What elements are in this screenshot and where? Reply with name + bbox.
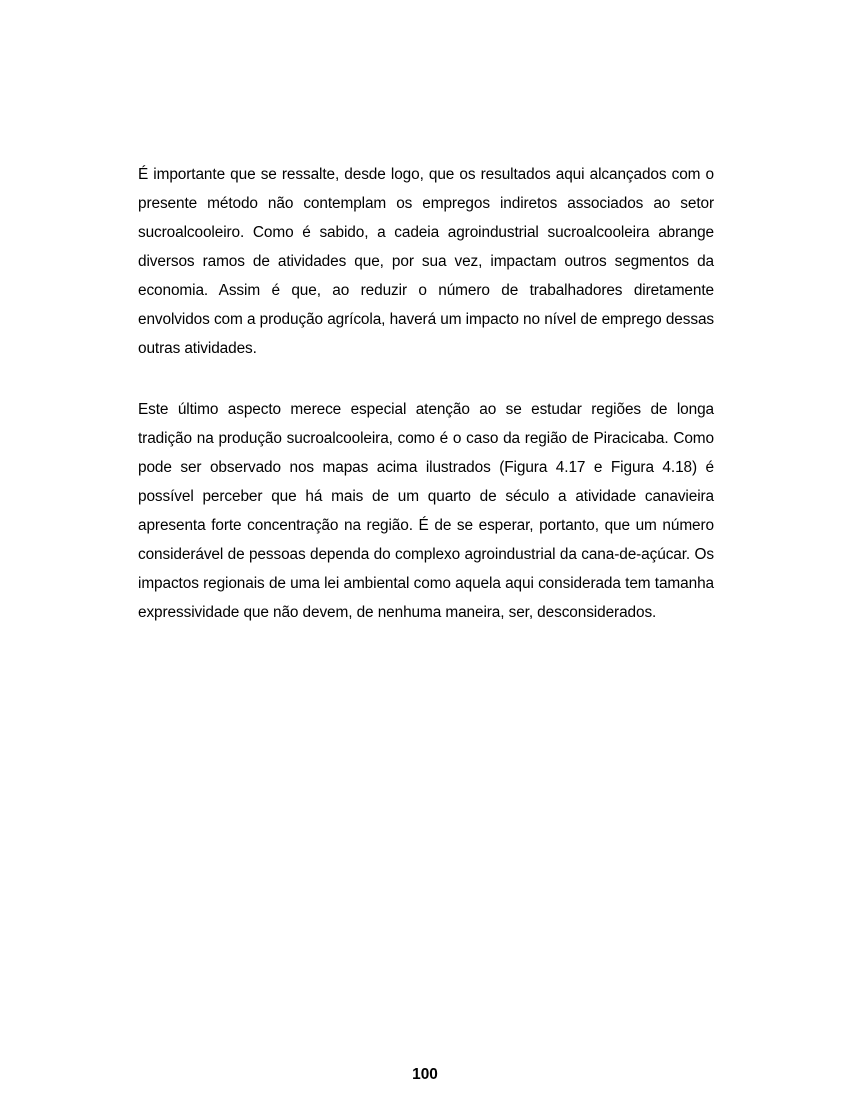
page-number: 100 xyxy=(412,1066,438,1083)
paragraph-piracicaba-region: Este último aspecto merece especial atenção ao se estudar regiões de longa tradição na produção sucroalcooleira, como é o caso da região de Piracicaba. Como pode ser observado nos mapas acima ilustrados (Figura 4.17 e Figura 4.18) é possível perceber que há mais de um quarto de século a atividade canavieira apresenta forte concentração na região. É de se esperar, portanto, que um número considerável de pessoas dependa do complexo agroindustrial da cana-de-açúcar. Os impactos regionais de uma lei ambiental como aquela aqui considerada tem tamanha expressividade que não devem, de nenhuma maneira, ser, desconsiderados. xyxy=(138,401,714,621)
paragraph-employment-impact: É importante que se ressalte, desde logo, que os resultados aqui alcançados com o presente método não contemplam os empregos indiretos associados ao setor sucroalcooleiro. Como é sabido, a cadeia agroindustrial sucroalcooleira abrange diversos ramos de atividades que, por sua vez, impactam outros segmentos da economia. Assim é que, ao reduzir o número de trabalhadores diretamente envolvidos com a produção agrícola, haverá um impacto no nível de emprego dessas outras atividades. xyxy=(138,166,714,357)
